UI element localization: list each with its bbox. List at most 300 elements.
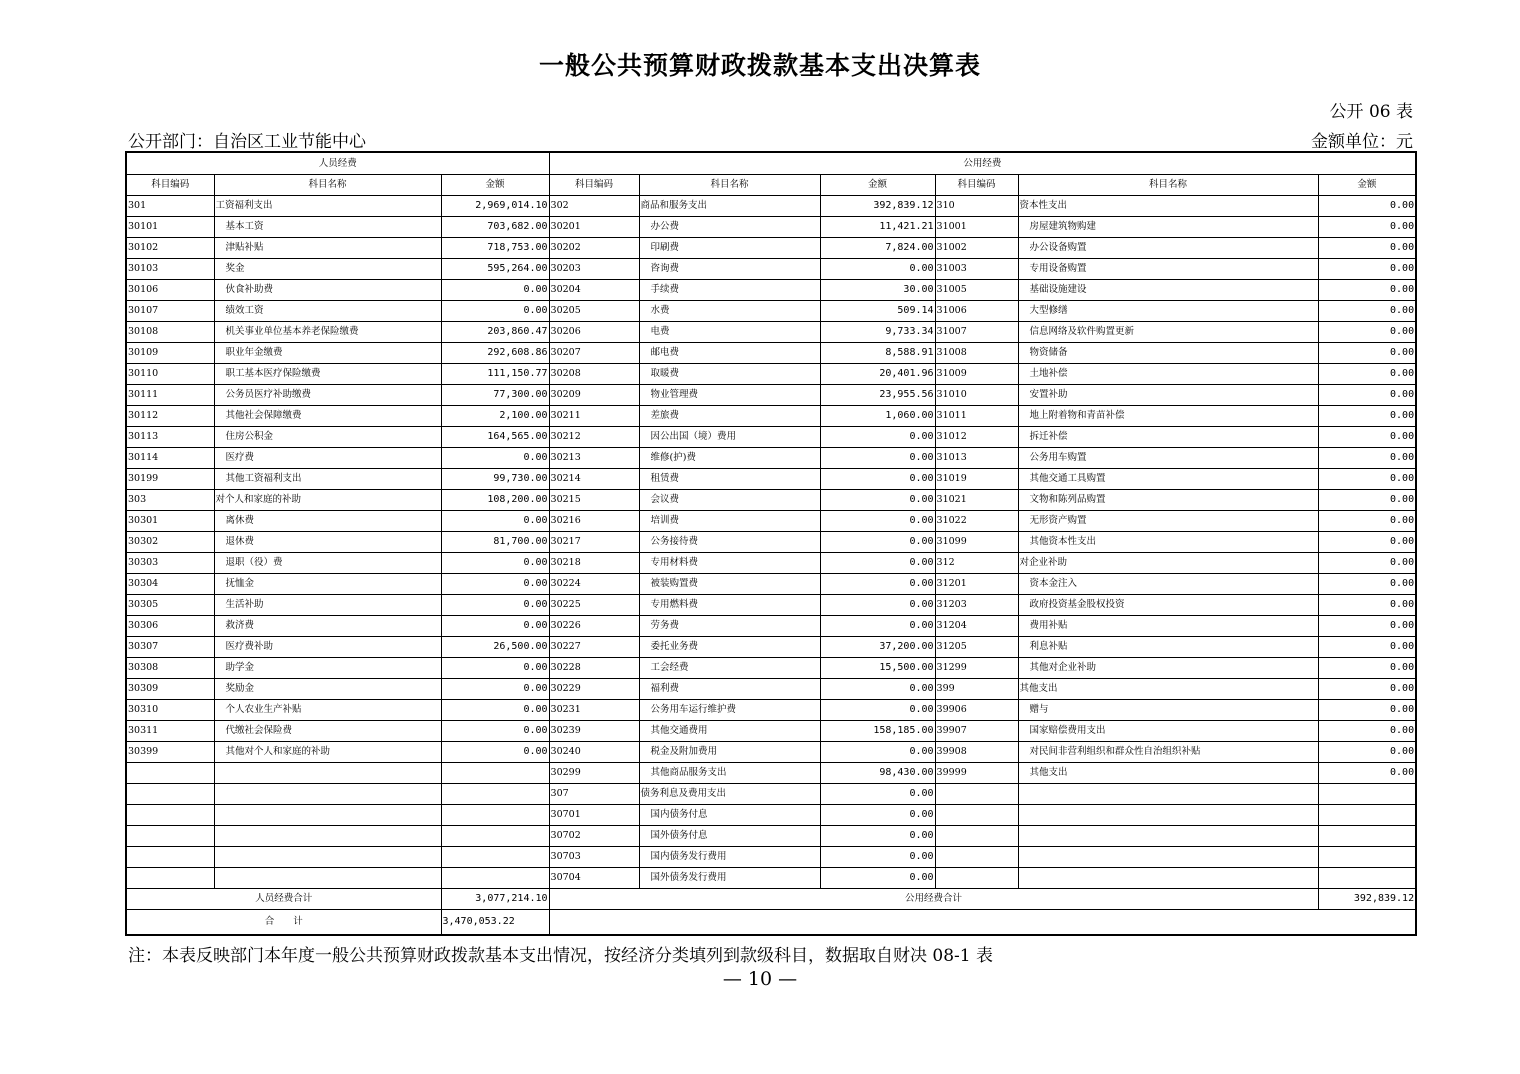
code-cell: 30305 — [126, 595, 214, 616]
group-header-row — [126, 152, 1416, 175]
grand-total-row — [126, 910, 1416, 936]
name-cell: 离休费 — [214, 511, 441, 532]
code-cell: 31012 — [935, 427, 1018, 448]
grand-total-blank — [549, 910, 1416, 936]
amount-cell: 23,955.56 — [820, 385, 935, 406]
name-cell: 其他工资福利支出 — [214, 469, 441, 490]
amount-cell: 0.00 — [441, 700, 549, 721]
name-cell: 其他支出 — [1018, 679, 1318, 700]
name-cell: 利息补贴 — [1018, 637, 1318, 658]
name-cell: 机关事业单位基本养老保险缴费 — [214, 322, 441, 343]
name-cell: 个人农业生产补贴 — [214, 700, 441, 721]
name-cell: 救济费 — [214, 616, 441, 637]
name-cell: 公务用车购置 — [1018, 448, 1318, 469]
code-cell: 30229 — [549, 679, 639, 700]
amount-cell: 0.00 — [820, 805, 935, 826]
code-cell: 30301 — [126, 511, 214, 532]
table-row — [126, 238, 1416, 259]
code-cell: 30224 — [549, 574, 639, 595]
amount-cell: 81,700.00 — [441, 532, 549, 553]
name-cell: 助学金 — [214, 658, 441, 679]
name-cell: 国家赔偿费用支出 — [1018, 721, 1318, 742]
table-row — [126, 595, 1416, 616]
name-cell: 安置补助 — [1018, 385, 1318, 406]
code-cell — [935, 868, 1018, 889]
name-cell: 被装购置费 — [639, 574, 820, 595]
amount-cell: 0.00 — [1318, 532, 1416, 553]
code-cell: 31007 — [935, 322, 1018, 343]
code-cell: 30208 — [549, 364, 639, 385]
public-total-label: 公用经费合计 — [549, 889, 1318, 910]
name-cell: 其他对企业补助 — [1018, 658, 1318, 679]
table-row — [126, 658, 1416, 679]
code-cell: 30110 — [126, 364, 214, 385]
amount-cell: 0.00 — [441, 574, 549, 595]
code-cell: 31006 — [935, 301, 1018, 322]
amount-cell — [1318, 784, 1416, 805]
amount-cell: 0.00 — [820, 784, 935, 805]
code-cell: 30211 — [549, 406, 639, 427]
name-cell: 资本金注入 — [1018, 574, 1318, 595]
amount-cell: 77,300.00 — [441, 385, 549, 406]
table-row — [126, 280, 1416, 301]
code-cell: 30205 — [549, 301, 639, 322]
name-cell: 手续费 — [639, 280, 820, 301]
name-cell: 其他交通工具购置 — [1018, 469, 1318, 490]
code-cell: 39999 — [935, 763, 1018, 784]
name-cell: 福利费 — [639, 679, 820, 700]
name-cell: 取暖费 — [639, 364, 820, 385]
name-cell: 国内债务付息 — [639, 805, 820, 826]
code-cell: 30299 — [549, 763, 639, 784]
name-cell: 其他资本性支出 — [1018, 532, 1318, 553]
amount-cell: 0.00 — [1318, 763, 1416, 784]
code-cell: 312 — [935, 553, 1018, 574]
name-cell: 退职（役）费 — [214, 553, 441, 574]
column-header-amount: 金额 — [1318, 175, 1416, 196]
name-cell: 退休费 — [214, 532, 441, 553]
amount-cell: 0.00 — [1318, 217, 1416, 238]
code-cell: 31013 — [935, 448, 1018, 469]
code-cell — [126, 826, 214, 847]
name-cell: 物资储备 — [1018, 343, 1318, 364]
amount-cell: 0.00 — [820, 595, 935, 616]
name-cell — [214, 784, 441, 805]
code-cell: 30114 — [126, 448, 214, 469]
amount-cell: 0.00 — [820, 616, 935, 637]
code-cell: 30306 — [126, 616, 214, 637]
name-cell: 水费 — [639, 301, 820, 322]
code-cell: 30213 — [549, 448, 639, 469]
table-row — [126, 532, 1416, 553]
code-cell: 30109 — [126, 343, 214, 364]
table-row — [126, 637, 1416, 658]
code-cell: 30106 — [126, 280, 214, 301]
column-header-amount: 金额 — [820, 175, 935, 196]
amount-cell — [1318, 826, 1416, 847]
name-cell: 赠与 — [1018, 700, 1318, 721]
page-title: 一般公共预算财政拨款基本支出决算表 — [538, 51, 981, 80]
code-cell: 30216 — [549, 511, 639, 532]
name-cell: 住房公积金 — [214, 427, 441, 448]
expenditure-table — [125, 151, 1417, 936]
amount-cell: 158,185.00 — [820, 721, 935, 742]
table-row — [126, 469, 1416, 490]
name-cell: 其他商品服务支出 — [639, 763, 820, 784]
name-cell: 地上附着物和青苗补偿 — [1018, 406, 1318, 427]
code-cell: 30108 — [126, 322, 214, 343]
name-cell: 专用燃料费 — [639, 595, 820, 616]
name-cell: 劳务费 — [639, 616, 820, 637]
code-cell: 30101 — [126, 217, 214, 238]
amount-cell — [441, 784, 549, 805]
code-cell: 30704 — [549, 868, 639, 889]
code-cell: 302 — [549, 196, 639, 217]
amount-cell — [1318, 805, 1416, 826]
name-cell — [1018, 784, 1318, 805]
code-cell: 39907 — [935, 721, 1018, 742]
name-cell: 无形资产购置 — [1018, 511, 1318, 532]
name-cell: 公务员医疗补助缴费 — [214, 385, 441, 406]
code-cell — [126, 805, 214, 826]
amount-cell: 0.00 — [1318, 385, 1416, 406]
amount-cell: 9,733.34 — [820, 322, 935, 343]
amount-cell: 0.00 — [820, 448, 935, 469]
public-header: 公用经费 — [549, 152, 1416, 175]
name-cell: 绩效工资 — [214, 301, 441, 322]
name-cell: 职工基本医疗保险缴费 — [214, 364, 441, 385]
table-row — [126, 406, 1416, 427]
code-cell: 30212 — [549, 427, 639, 448]
name-cell: 其他交通费用 — [639, 721, 820, 742]
column-header-name: 科目名称 — [1018, 175, 1318, 196]
amount-cell: 0.00 — [1318, 658, 1416, 679]
code-cell: 31022 — [935, 511, 1018, 532]
column-header-name: 科目名称 — [639, 175, 820, 196]
code-cell: 30215 — [549, 490, 639, 511]
amount-unit-label: 金额单位：元 — [1311, 132, 1413, 152]
table-row — [126, 826, 1416, 847]
amount-cell: 20,401.96 — [820, 364, 935, 385]
table-row — [126, 868, 1416, 889]
name-cell: 对企业补助 — [1018, 553, 1318, 574]
code-cell — [126, 763, 214, 784]
name-cell: 奖励金 — [214, 679, 441, 700]
code-cell: 30207 — [549, 343, 639, 364]
code-cell: 30218 — [549, 553, 639, 574]
amount-cell: 0.00 — [820, 427, 935, 448]
code-cell: 31099 — [935, 532, 1018, 553]
code-cell — [935, 847, 1018, 868]
name-cell: 差旅费 — [639, 406, 820, 427]
amount-cell: 0.00 — [820, 469, 935, 490]
name-cell: 维修(护)费 — [639, 448, 820, 469]
name-cell: 商品和服务支出 — [639, 196, 820, 217]
grand-total-label: 合 计 — [126, 910, 441, 936]
amount-cell: 0.00 — [441, 595, 549, 616]
code-cell: 30307 — [126, 637, 214, 658]
amount-cell: 0.00 — [1318, 196, 1416, 217]
column-header-amount: 金额 — [441, 175, 549, 196]
amount-cell: 392,839.12 — [820, 196, 935, 217]
amount-cell: 0.00 — [1318, 343, 1416, 364]
code-cell: 30102 — [126, 238, 214, 259]
table-row — [126, 217, 1416, 238]
department-label: 公开部门：自治区工业节能中心 — [128, 132, 366, 152]
amount-cell: 0.00 — [441, 721, 549, 742]
amount-cell: 164,565.00 — [441, 427, 549, 448]
column-header-code: 科目编码 — [935, 175, 1018, 196]
name-cell: 咨询费 — [639, 259, 820, 280]
table-row — [126, 448, 1416, 469]
code-cell: 30206 — [549, 322, 639, 343]
name-cell: 工资福利支出 — [214, 196, 441, 217]
amount-cell: 0.00 — [1318, 721, 1416, 742]
code-cell: 30214 — [549, 469, 639, 490]
amount-cell: 0.00 — [1318, 448, 1416, 469]
name-cell: 伙食补助费 — [214, 280, 441, 301]
public-total-value: 392,839.12 — [1318, 889, 1416, 910]
code-cell — [126, 784, 214, 805]
amount-cell: 0.00 — [1318, 490, 1416, 511]
table-row — [126, 259, 1416, 280]
amount-cell: 0.00 — [441, 301, 549, 322]
amount-cell: 0.00 — [820, 868, 935, 889]
code-cell: 31021 — [935, 490, 1018, 511]
code-cell: 31019 — [935, 469, 1018, 490]
amount-cell: 703,682.00 — [441, 217, 549, 238]
code-cell: 39908 — [935, 742, 1018, 763]
amount-cell: 0.00 — [1318, 595, 1416, 616]
code-cell: 307 — [549, 784, 639, 805]
name-cell: 公务接待费 — [639, 532, 820, 553]
amount-cell — [441, 763, 549, 784]
amount-cell: 8,588.91 — [820, 343, 935, 364]
grand-total-value: 3,470,053.22 — [441, 910, 549, 936]
amount-cell: 0.00 — [1318, 364, 1416, 385]
code-cell: 31203 — [935, 595, 1018, 616]
code-cell: 30310 — [126, 700, 214, 721]
amount-cell: 0.00 — [820, 574, 935, 595]
code-cell: 31201 — [935, 574, 1018, 595]
amount-cell: 0.00 — [441, 553, 549, 574]
amount-cell: 0.00 — [1318, 742, 1416, 763]
code-cell: 30311 — [126, 721, 214, 742]
page-number: — 10 — — [722, 968, 798, 990]
code-cell: 303 — [126, 490, 214, 511]
name-cell: 债务利息及费用支出 — [639, 784, 820, 805]
code-cell: 399 — [935, 679, 1018, 700]
code-cell: 31011 — [935, 406, 1018, 427]
name-cell: 委托业务费 — [639, 637, 820, 658]
personnel-total-label: 人员经费合计 — [126, 889, 441, 910]
code-cell — [935, 805, 1018, 826]
code-cell: 30225 — [549, 595, 639, 616]
code-cell: 30107 — [126, 301, 214, 322]
code-cell: 30217 — [549, 532, 639, 553]
name-cell: 电费 — [639, 322, 820, 343]
code-cell: 30304 — [126, 574, 214, 595]
code-cell: 31008 — [935, 343, 1018, 364]
code-cell: 30399 — [126, 742, 214, 763]
name-cell: 办公设备购置 — [1018, 238, 1318, 259]
name-cell — [1018, 826, 1318, 847]
amount-cell: 37,200.00 — [820, 637, 935, 658]
amount-cell: 0.00 — [1318, 238, 1416, 259]
code-cell — [935, 784, 1018, 805]
table-row — [126, 784, 1416, 805]
amount-cell: 0.00 — [820, 553, 935, 574]
amount-cell: 718,753.00 — [441, 238, 549, 259]
amount-cell: 2,100.00 — [441, 406, 549, 427]
name-cell — [214, 763, 441, 784]
name-cell: 专用材料费 — [639, 553, 820, 574]
code-cell: 30308 — [126, 658, 214, 679]
code-cell: 30203 — [549, 259, 639, 280]
code-cell: 30702 — [549, 826, 639, 847]
name-cell: 其他对个人和家庭的补助 — [214, 742, 441, 763]
code-cell: 30226 — [549, 616, 639, 637]
code-cell — [935, 826, 1018, 847]
name-cell: 职业年金缴费 — [214, 343, 441, 364]
footnote: 注：本表反映部门本年度一般公共预算财政拨款基本支出情况，按经济分类填列到款级科目，数据取自财决 08-1 表 — [128, 946, 993, 966]
amount-cell: 0.00 — [820, 700, 935, 721]
amount-cell: 292,608.86 — [441, 343, 549, 364]
amount-cell: 30.00 — [820, 280, 935, 301]
amount-cell: 98,430.00 — [820, 763, 935, 784]
code-cell: 31205 — [935, 637, 1018, 658]
name-cell: 费用补贴 — [1018, 616, 1318, 637]
code-cell: 31009 — [935, 364, 1018, 385]
code-cell: 31001 — [935, 217, 1018, 238]
amount-cell: 0.00 — [1318, 301, 1416, 322]
amount-cell: 0.00 — [441, 616, 549, 637]
name-cell: 土地补偿 — [1018, 364, 1318, 385]
amount-cell: 0.00 — [1318, 280, 1416, 301]
table-row — [126, 847, 1416, 868]
name-cell: 政府投资基金股权投资 — [1018, 595, 1318, 616]
code-cell: 30204 — [549, 280, 639, 301]
name-cell: 专用设备购置 — [1018, 259, 1318, 280]
name-cell: 对个人和家庭的补助 — [214, 490, 441, 511]
code-cell: 30111 — [126, 385, 214, 406]
name-cell: 邮电费 — [639, 343, 820, 364]
amount-cell: 0.00 — [1318, 700, 1416, 721]
name-cell: 办公费 — [639, 217, 820, 238]
code-cell: 301 — [126, 196, 214, 217]
code-cell: 30103 — [126, 259, 214, 280]
table-row — [126, 553, 1416, 574]
amount-cell: 509.14 — [820, 301, 935, 322]
amount-cell: 1,060.00 — [820, 406, 935, 427]
code-cell: 30201 — [549, 217, 639, 238]
amount-cell: 111,150.77 — [441, 364, 549, 385]
table-row — [126, 763, 1416, 784]
table-row — [126, 805, 1416, 826]
name-cell: 基础设施建设 — [1018, 280, 1318, 301]
table-row — [126, 721, 1416, 742]
amount-cell: 0.00 — [441, 280, 549, 301]
name-cell: 国内债务发行费用 — [639, 847, 820, 868]
code-cell: 31299 — [935, 658, 1018, 679]
name-cell — [1018, 805, 1318, 826]
amount-cell: 0.00 — [441, 448, 549, 469]
name-cell: 物业管理费 — [639, 385, 820, 406]
personnel-header: 人员经费 — [126, 152, 549, 175]
code-cell: 30302 — [126, 532, 214, 553]
name-cell — [1018, 868, 1318, 889]
name-cell: 基本工资 — [214, 217, 441, 238]
amount-cell: 0.00 — [820, 826, 935, 847]
amount-cell: 0.00 — [1318, 616, 1416, 637]
code-cell: 31010 — [935, 385, 1018, 406]
name-cell: 房屋建筑物购建 — [1018, 217, 1318, 238]
amount-cell: 0.00 — [1318, 469, 1416, 490]
code-cell: 30231 — [549, 700, 639, 721]
code-cell: 31005 — [935, 280, 1018, 301]
amount-cell: 99,730.00 — [441, 469, 549, 490]
code-cell: 30199 — [126, 469, 214, 490]
code-cell: 30703 — [549, 847, 639, 868]
amount-cell: 0.00 — [820, 511, 935, 532]
code-cell — [126, 847, 214, 868]
name-cell: 会议费 — [639, 490, 820, 511]
amount-cell: 0.00 — [1318, 553, 1416, 574]
amount-cell: 0.00 — [441, 679, 549, 700]
table-row — [126, 574, 1416, 595]
table-row — [126, 196, 1416, 217]
table-row — [126, 427, 1416, 448]
table-row — [126, 700, 1416, 721]
code-cell: 31002 — [935, 238, 1018, 259]
name-cell: 其他支出 — [1018, 763, 1318, 784]
amount-cell: 0.00 — [1318, 574, 1416, 595]
name-cell: 工会经费 — [639, 658, 820, 679]
amount-cell: 15,500.00 — [820, 658, 935, 679]
amount-cell: 0.00 — [820, 490, 935, 511]
amount-cell: 0.00 — [1318, 511, 1416, 532]
name-cell — [214, 805, 441, 826]
code-cell: 31204 — [935, 616, 1018, 637]
amount-cell: 0.00 — [820, 847, 935, 868]
name-cell: 拆迁补偿 — [1018, 427, 1318, 448]
name-cell: 资本性支出 — [1018, 196, 1318, 217]
name-cell: 医疗费 — [214, 448, 441, 469]
name-cell: 对民间非营利组织和群众性自治组织补贴 — [1018, 742, 1318, 763]
table-row — [126, 301, 1416, 322]
name-cell: 租赁费 — [639, 469, 820, 490]
name-cell: 奖金 — [214, 259, 441, 280]
amount-cell — [441, 826, 549, 847]
name-cell: 抚恤金 — [214, 574, 441, 595]
code-cell: 30239 — [549, 721, 639, 742]
amount-cell: 0.00 — [1318, 322, 1416, 343]
name-cell — [214, 847, 441, 868]
table-row — [126, 385, 1416, 406]
table-row — [126, 742, 1416, 763]
amount-cell: 0.00 — [820, 532, 935, 553]
table-row — [126, 679, 1416, 700]
name-cell: 津贴补贴 — [214, 238, 441, 259]
name-cell: 公务用车运行维护费 — [639, 700, 820, 721]
personnel-total-value: 3,077,214.10 — [441, 889, 549, 910]
code-cell: 30228 — [549, 658, 639, 679]
table-row — [126, 490, 1416, 511]
form-number: 公开 06 表 — [1329, 102, 1413, 122]
code-cell: 31003 — [935, 259, 1018, 280]
name-cell — [214, 868, 441, 889]
name-cell: 印刷费 — [639, 238, 820, 259]
